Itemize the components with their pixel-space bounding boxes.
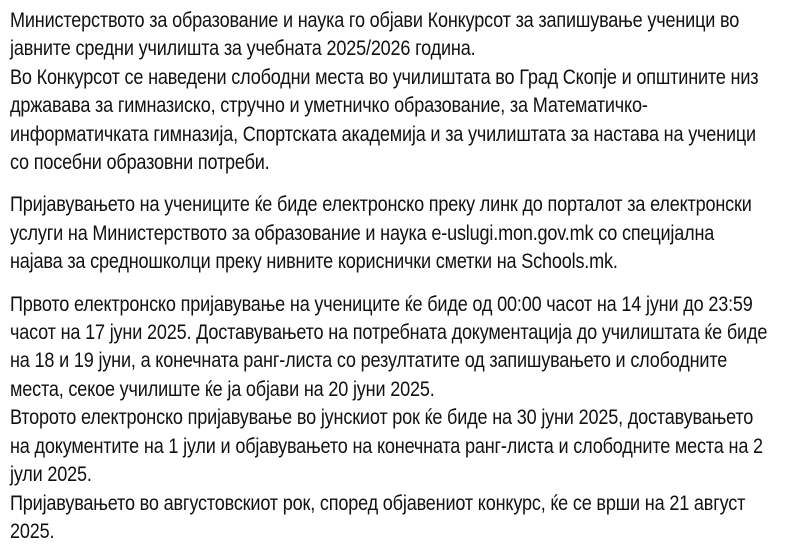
text-line: часот на 17 јуни 2025. Доставувањето на потребната документација до училиштата ќе биде [10, 321, 768, 345]
text-line: јавните средни училишта за учебната 2025/2026 година. [10, 37, 476, 61]
text-line: Министерството за образование и наука го објави Конкурсот за запишување ученици во [10, 9, 740, 32]
text-line: услуги на Министерството за образование и наука e-uslugi.mon.gov.mk со специјална [10, 221, 715, 245]
text-line: Пријавувањето на учениците ќе биде електронско преку линк до порталот за електронски [10, 193, 752, 217]
text-line: Во Конкурсот се наведени слободни места во училиштата во Град Скопје и општините низ [10, 65, 759, 89]
text-line: 2025. [10, 519, 55, 543]
paragraph-deadlines [10, 291, 795, 547]
text-line: јули 2025. [10, 463, 92, 487]
text-line: информатичката гимназија, Спортската академија и за училиштата за настава на ученици [10, 122, 756, 146]
text-line: Пријавувањето во августовскиот рок, според објавениот конкурс, ќе се врши на 21 август [10, 491, 746, 515]
text-line: државава за гимназиско, стручно и уметничко образование, за Математичко- [10, 94, 648, 118]
text-line: најава за средношколци преку нивните кориснички сметки на Schools.mk. [10, 250, 618, 274]
text-line: на 18 и 19 јуни, а конечната ранг-листа со резултатите од запишувањето и слободните [10, 349, 728, 373]
paragraph-registration-portal [10, 191, 795, 276]
text-line: со посебни образовни потреби. [10, 151, 270, 175]
text-line: места, секое училиште ќе ја објави на 20 јуни 2025. [10, 377, 435, 401]
paragraph-announcement [10, 7, 795, 177]
text-line: Второто електронско пријавување во јунскиот рок ќе биде на 30 јуни 2025, доставувањето [10, 406, 754, 430]
text-line: на документите на 1 јули и објавувањето на конечната ранг-листа и слободните места на 2 [10, 434, 763, 458]
text-line: Првото електронско пријавување на учениците ќе биде од 00:00 часот на 14 јуни до 23:59 [10, 292, 753, 316]
